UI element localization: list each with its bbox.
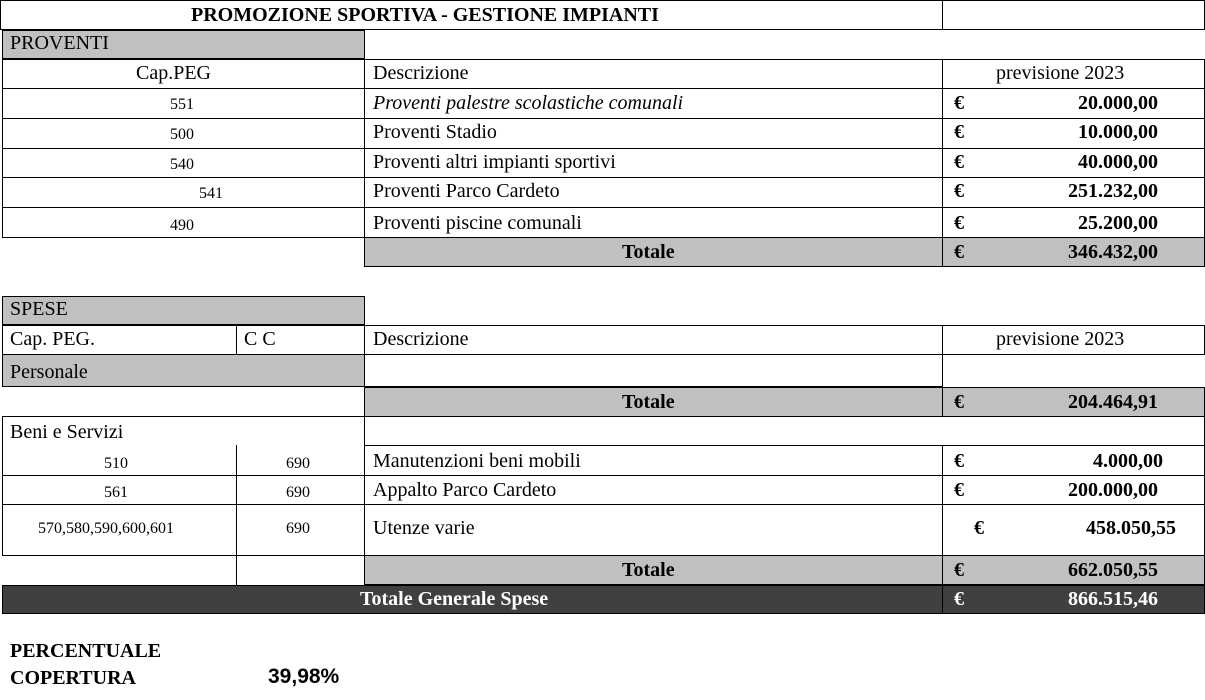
table-row-amount: 40.000,00 <box>1078 151 1158 173</box>
table-row-desc: Proventi piscine comunali <box>373 212 582 234</box>
coverage-label-line2: COPERTURA <box>10 667 136 689</box>
proventi-col-cap: Cap.PEG <box>136 62 211 84</box>
proventi-header-label: PROVENTI <box>10 32 109 54</box>
table-row-cap: 510 <box>104 455 128 472</box>
spese-col-cap: Cap. PEG. <box>10 328 95 350</box>
spese-col-prev: previsione 2023 <box>996 328 1125 350</box>
beni-servizi-table <box>2 416 1205 556</box>
grand-total-currency: € <box>954 588 964 610</box>
beni-total-label: Totale <box>622 559 675 581</box>
table-row-desc: Utenze varie <box>373 517 475 539</box>
table-row-amount: 458.050,55 <box>1086 517 1176 539</box>
table-row-currency: € <box>954 151 964 173</box>
table-row-cap: 561 <box>104 484 128 501</box>
spese-header-label: SPESE <box>10 298 68 320</box>
personale-total-amount: 204.464,91 <box>1068 391 1158 413</box>
table-row-cap: 540 <box>170 156 194 173</box>
table-row-desc: Manutenzioni beni mobili <box>373 450 581 472</box>
proventi-total-amount: 346.432,00 <box>1068 241 1158 263</box>
proventi-total-currency: € <box>954 241 964 263</box>
table-row-amount: 25.200,00 <box>1078 212 1158 234</box>
table-row-currency: € <box>954 121 964 143</box>
proventi-col-prev: previsione 2023 <box>996 62 1125 84</box>
table-row-desc: Proventi Parco Cardeto <box>373 180 560 202</box>
proventi-col-desc: Descrizione <box>373 62 469 84</box>
table-row-cc: 690 <box>286 455 310 472</box>
table-row-amount: 4.000,00 <box>1093 450 1163 472</box>
table-row-desc: Proventi altri impianti sportivi <box>373 151 616 173</box>
table-row-currency: € <box>954 212 964 234</box>
coverage-label-line1: PERCENTUALE <box>10 640 162 662</box>
table-row-currency: € <box>974 517 984 539</box>
grand-total-amount: 866.515,46 <box>1068 588 1158 610</box>
table-row-desc: Appalto Parco Cardeto <box>373 479 557 501</box>
table-row-desc: Proventi Stadio <box>373 121 497 143</box>
table-row-currency: € <box>954 450 964 472</box>
coverage-value: 39,98% <box>268 665 340 688</box>
table-row-amount: 251.232,00 <box>1068 180 1158 202</box>
proventi-total-label: Totale <box>622 241 675 263</box>
table-row-currency: € <box>954 180 964 202</box>
beni-servizi-label: Beni e Servizi <box>10 421 124 443</box>
beni-total-amount: 662.050,55 <box>1068 559 1158 581</box>
table-row-cap: 490 <box>170 217 194 234</box>
grand-total-label: Totale Generale Spese <box>360 588 549 610</box>
table-row-cc: 690 <box>286 484 310 501</box>
personale-total-label: Totale <box>622 391 675 413</box>
table-row-cap: 500 <box>170 126 194 143</box>
table-row-cap: 551 <box>170 96 194 113</box>
personale-label: Personale <box>10 361 88 383</box>
table-row-cap: 570,580,590,600,601 <box>38 520 174 537</box>
page-title: PROMOZIONE SPORTIVA - GESTIONE IMPIANTI <box>191 4 659 26</box>
spese-col-desc: Descrizione <box>373 328 469 350</box>
personale-total-currency: € <box>954 391 964 413</box>
table-row-currency: € <box>954 92 964 114</box>
table-row-amount: 10.000,00 <box>1078 121 1158 143</box>
table-row-cc: 690 <box>286 520 310 537</box>
table-row-cap: 541 <box>199 185 223 202</box>
beni-total-currency: € <box>954 559 964 581</box>
table-row-currency: € <box>954 479 964 501</box>
table-row-desc: Proventi palestre scolastiche comunali <box>373 92 684 114</box>
table-row-amount: 200.000,00 <box>1068 479 1158 501</box>
spese-col-cc: C C <box>244 328 276 350</box>
grand-total-row <box>2 585 1205 614</box>
table-row-amount: 20.000,00 <box>1078 92 1158 114</box>
